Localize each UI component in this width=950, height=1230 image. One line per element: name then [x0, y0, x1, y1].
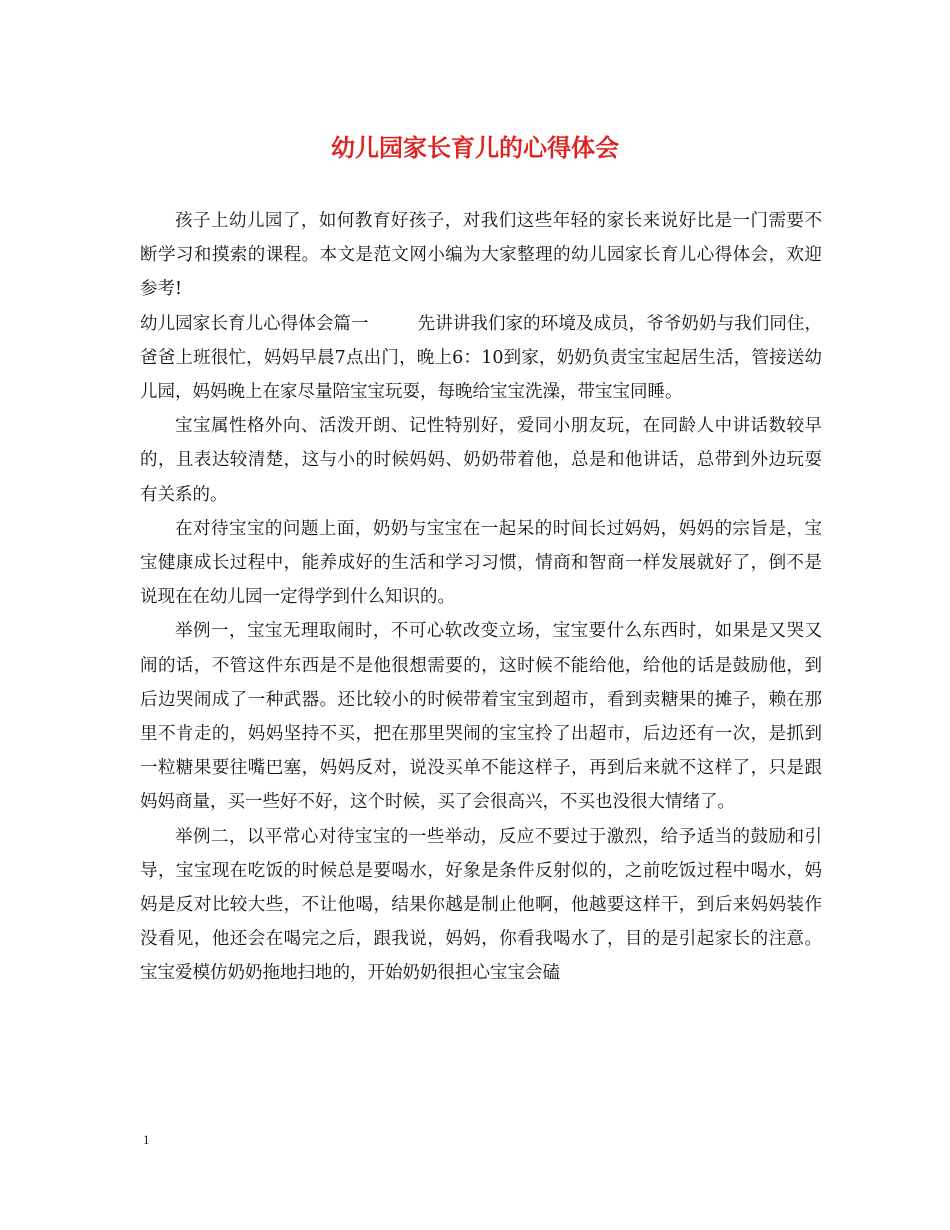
- body-paragraph-1: 宝宝属性格外向、活泼开朗、记性特别好，爱同小朋友玩，在同龄人中讲话数较早的，且表达较清楚，这与小的时候妈妈、奶奶带着他，总是和他讲话，总带到外边玩耍有关系的。: [140, 416, 822, 505]
- intro-paragraph: 孩子上幼儿园了，如何教育好孩子，对我们这些年轻的家长来说好比是一门需要不断学习和摸索的课程。本文是范文网小编为大家整理的幼儿园家长育儿心得体会，欢迎参考!: [140, 211, 822, 300]
- document-title: 幼儿园家长育儿的心得体会: [331, 133, 619, 162]
- document-body: [140, 204, 822, 991]
- page-number: 1: [143, 1132, 150, 1147]
- section-first-text: 先讲讲我们家的环境及成员，爷爷奶奶与我们同住，爸爸上班很忙，妈妈早晨7点出门，晚上6：10到家，奶奶负责宝宝起居生活，管接送幼儿园，妈妈晚上在家尽量陪宝宝玩耍，每晚给宝宝洗澡，带宝宝同睡。: [140, 313, 823, 403]
- body-paragraph-2: 在对待宝宝的问题上面，奶奶与宝宝在一起呆的时间长过妈妈，妈妈的宗旨是，宝宝健康成长过程中，能养成好的生活和学习习惯，情商和智商一样发展就好了，倒不是说现在在幼儿园一定得学到什么知识的。: [140, 518, 822, 608]
- body-paragraph-4: 举例二，以平常心对待宝宝的一些举动，反应不要过于激烈，给予适当的鼓励和引导，宝宝现在吃饭的时候总是要喝水，好象是条件反射似的，之前吃饭过程中喝水，妈妈是反对比较大些，不让他喝，结果你越是制止他啊，他越要这样干，到后来妈妈装作没看见，他还会在喝完之后，跟我说，妈妈，你看我喝水了，目的是引起家长的注意。宝宝爱模仿奶奶拖地扫地的，开始奶奶很担心宝宝会磕: [140, 826, 822, 984]
- section-paragraph: [140, 307, 822, 410]
- body-paragraph-3: 举例一，宝宝无理取闹时，不可心软改变立场，宝宝要什么东西时，如果是又哭又闹的话，不管这件东西是不是他很想需要的，这时候不能给他，给他的话是鼓励他，到后边哭闹成了一种武器。还比较小的时候带着宝宝到超市，看到卖糖果的摊子，赖在那里不肯走的，妈妈坚持不买，把在那里哭闹的宝宝拎了出超市，后边还有一次，是抓到一粒糖果要往嘴巴塞，妈妈反对，说没买单不能这样子，再到后来就不这样了，只是跟妈妈商量，买一些好不好，这个时候，买了会很高兴，不买也没很大情绪了。: [140, 621, 822, 813]
- section-heading: 幼儿园家长育儿心得体会篇一: [140, 313, 369, 334]
